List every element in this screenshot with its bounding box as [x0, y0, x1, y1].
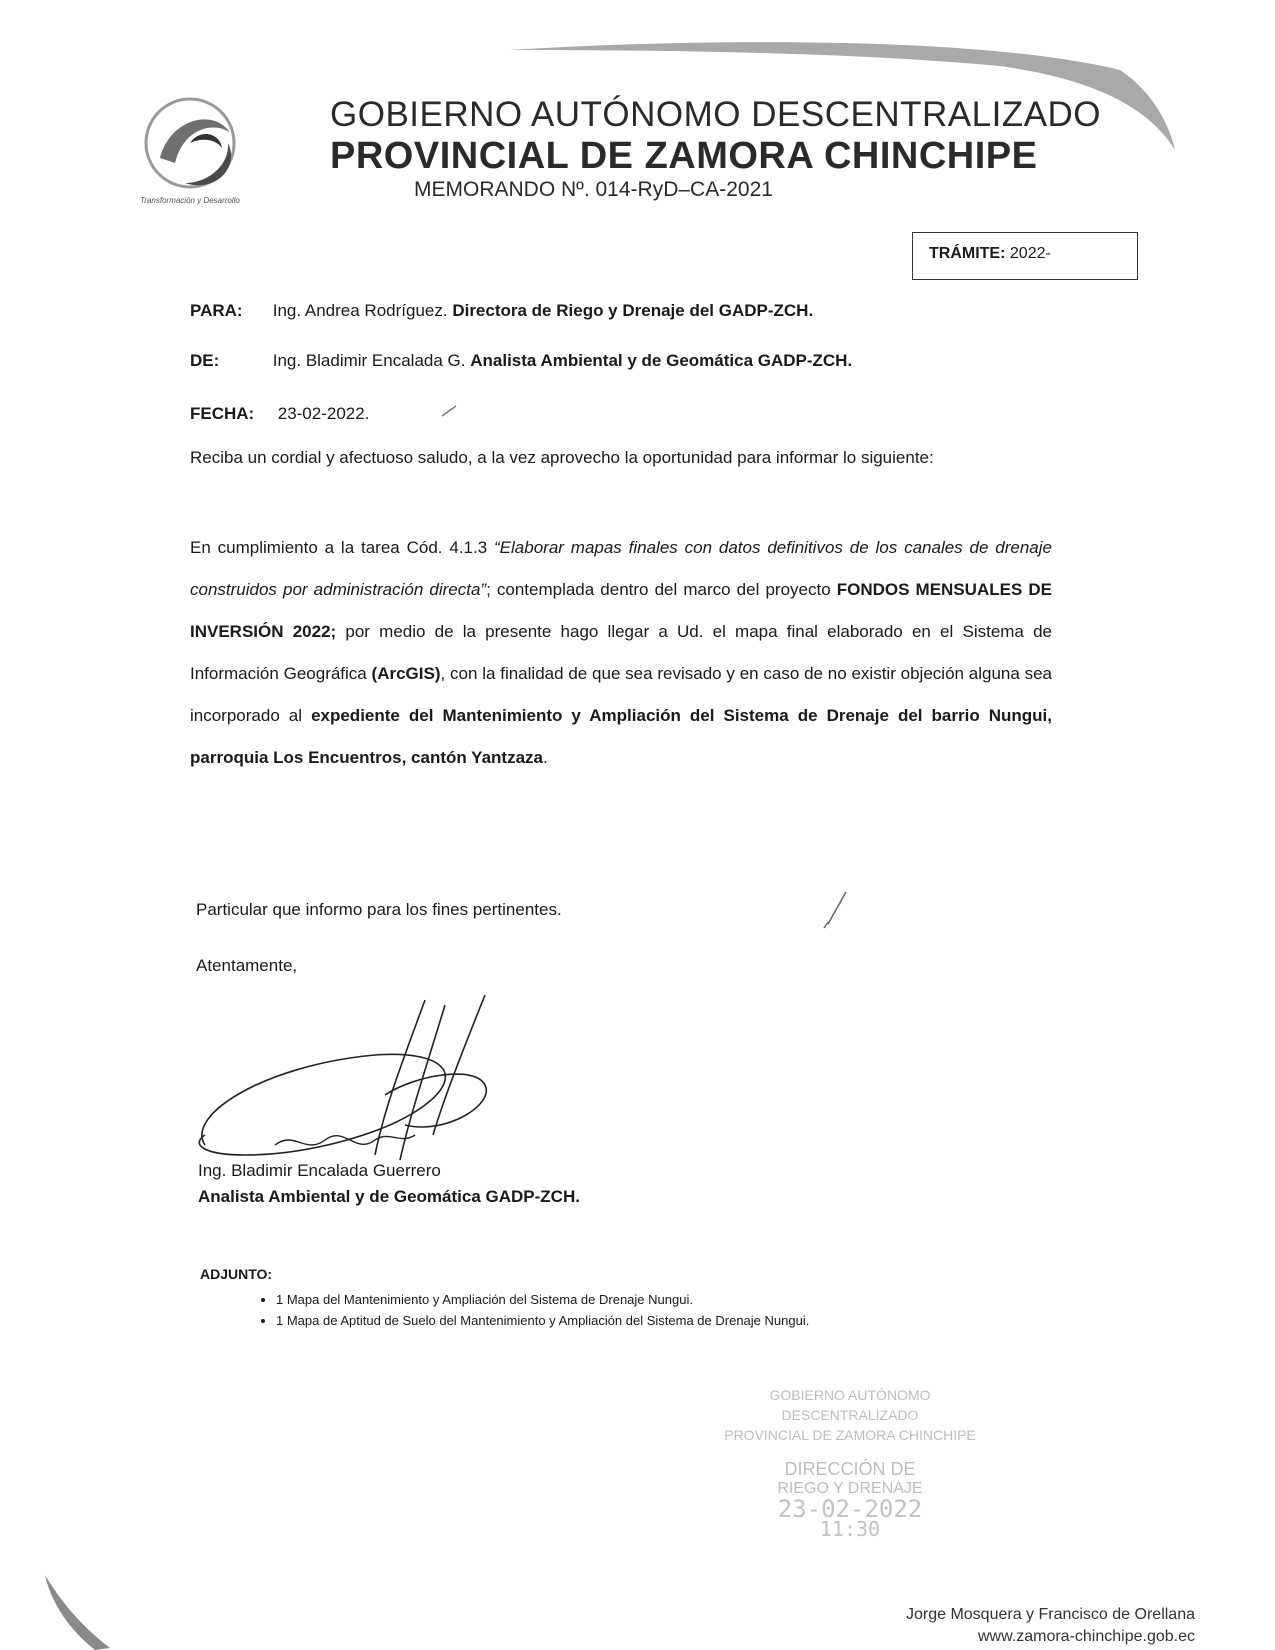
check-mark-icon — [820, 888, 850, 932]
fecha-value: 23-02-2022. — [277, 404, 370, 423]
attachment-item: • 1 Mapa de Aptitud de Suelo del Mantenimiento y Ampliación del Sistema de Drenaje Nungui. — [276, 1313, 809, 1328]
main-paragraph-delivery: por medio de la presente hago llegar a Ud. el mapa final elaborado en el Sistema de Información Geográfica — [190, 622, 1052, 683]
de-label: DE: — [190, 351, 220, 370]
fecha-label: FECHA: — [190, 404, 255, 423]
footer-address: Jorge Mosquera y Francisco de Orellana — [905, 1606, 1195, 1623]
stamp-line-3: DIRECCIÓN DE — [784, 1459, 916, 1479]
tramite-value: 2022- — [1009, 245, 1051, 262]
para-field — [190, 301, 813, 321]
logo-caption: Transformación y Desarrollo — [140, 196, 240, 205]
main-paragraph-purpose: , con la finalidad de que sea revisado y en caso de no existir objeción alguna sea incorporado al — [190, 664, 1053, 725]
main-paragraph-end: . — [542, 748, 548, 767]
check-mark-icon — [440, 404, 460, 418]
de-field — [190, 351, 852, 371]
main-paragraph — [190, 527, 1052, 779]
memo-number: MEMORANDO Nº. 014-RyD–CA-2021 — [414, 178, 773, 201]
stamp-line-4: RIEGO Y DRENAJE — [777, 1480, 923, 1497]
signer-name: Ing. Bladimir Encalada Guerrero — [198, 1161, 441, 1180]
closing-line: Particular que informo para los fines pertinentes. — [196, 900, 562, 919]
attachment-item: • 1 Mapa del Mantenimiento y Ampliación del Sistema de Drenaje Nungui. — [276, 1292, 809, 1307]
attachments-label: ADJUNTO: — [200, 1266, 273, 1282]
de-name: Ing. Bladimir Encalada G. — [272, 351, 466, 370]
greeting-paragraph: Reciba un cordial y afectuoso saludo, a la vez aprovecho la oportunidad para informar lo siguiente: — [190, 448, 934, 467]
main-paragraph-context: ; contemplada dentro del marco del proyecto — [486, 580, 837, 599]
stamp-line-2: PROVINCIAL DE ZAMORA CHINCHIPE — [724, 1427, 976, 1443]
reception-stamp — [700, 1385, 1000, 1539]
footer-swoosh-graphic — [40, 1570, 120, 1650]
project-name: FONDOS MENSUALES DE INVERSIÓN 2022; — [190, 580, 1052, 641]
para-role: Directora de Riego y Drenaje del GADP-ZCH. — [452, 301, 814, 320]
expediente-reference: expediente del Mantenimiento y Ampliación del Sistema de Drenaje del barrio Nungui, parroquia Los Encuentros, cantón Yantzaza — [190, 706, 1052, 767]
stamp-line-1: GOBIERNO AUTÓNOMO DESCENTRALIZADO — [769, 1387, 931, 1423]
de-role: Analista Ambiental y de Geomática GADP-ZCH. — [470, 351, 853, 370]
signature-graphic — [185, 995, 525, 1175]
task-quote: “Elaborar mapas finales con datos definitivos de los canales de drenaje construidos por administración directa” — [190, 538, 1052, 599]
signer-title: Analista Ambiental y de Geomática GADP-ZCH. — [198, 1187, 580, 1206]
header-line-2: PROVINCIAL DE ZAMORA CHINCHIPE — [330, 135, 1038, 177]
stamp-time: 11:30 — [819, 1517, 881, 1541]
tramite-label: TRÁMITE: — [929, 245, 1006, 262]
attachments-list — [230, 1292, 809, 1334]
para-label: PARA: — [190, 301, 243, 320]
para-name: Ing. Andrea Rodríguez. — [272, 301, 448, 320]
tramite-box — [912, 232, 1138, 280]
footer-website[interactable]: www.zamora-chinchipe.gob.ec — [978, 1628, 1195, 1645]
regards-line: Atentamente, — [196, 956, 298, 975]
fecha-field — [190, 404, 369, 424]
stamp-date: 23-02-2022 — [777, 1495, 923, 1523]
main-paragraph-intro: En cumplimiento a la tarea Cód. 4.1.3 — [190, 538, 495, 557]
header-line-1: GOBIERNO AUTÓNOMO DESCENTRALIZADO — [330, 95, 1102, 134]
arcgis-mention: (ArcGIS) — [371, 664, 441, 683]
